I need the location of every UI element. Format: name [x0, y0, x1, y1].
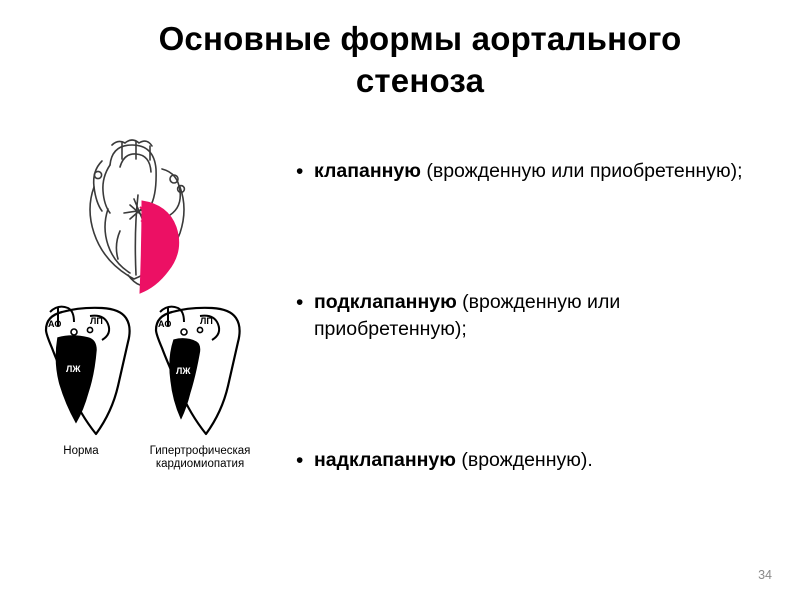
figure-group	[28, 135, 278, 471]
bullet-keyword: подклапанную	[314, 291, 457, 313]
heart-anatomy-illustration	[50, 135, 240, 295]
bullet-detail: (врожденную или приобретенную);	[314, 291, 621, 340]
list-item	[296, 289, 766, 343]
bullet-text	[314, 289, 766, 343]
svg-text:ЛП: ЛП	[200, 316, 213, 326]
list-item	[296, 447, 766, 474]
svg-text:ЛЖ: ЛЖ	[176, 366, 191, 376]
bullet-text	[314, 158, 766, 185]
bullet-list	[296, 158, 766, 474]
svg-text:ЛП: ЛП	[90, 316, 103, 326]
figure-caption-norm: Норма	[63, 445, 99, 457]
page-number: 34	[758, 568, 772, 582]
page-title: Основные формы аортального стеноза	[158, 20, 682, 100]
figure-caption-hcm: Гипертрофическая кардиомиопатия	[149, 445, 251, 471]
bullet-detail: (врожденную или приобретенную);	[420, 160, 743, 182]
svg-text:ЛЖ: ЛЖ	[66, 364, 81, 374]
bullet-dot-icon: •	[296, 160, 304, 183]
hcm-comparison-illustration	[28, 300, 278, 475]
svg-text:АО: АО	[158, 319, 172, 329]
bullet-dot-icon: •	[296, 449, 304, 472]
bullet-dot-icon: •	[296, 291, 304, 314]
list-item	[296, 158, 766, 185]
bullet-detail: (врожденную).	[455, 449, 593, 471]
bullet-keyword: надклапанную	[314, 449, 456, 471]
bullet-text	[314, 447, 766, 474]
svg-text:АО: АО	[48, 319, 62, 329]
bullet-keyword: клапанную	[314, 160, 421, 182]
